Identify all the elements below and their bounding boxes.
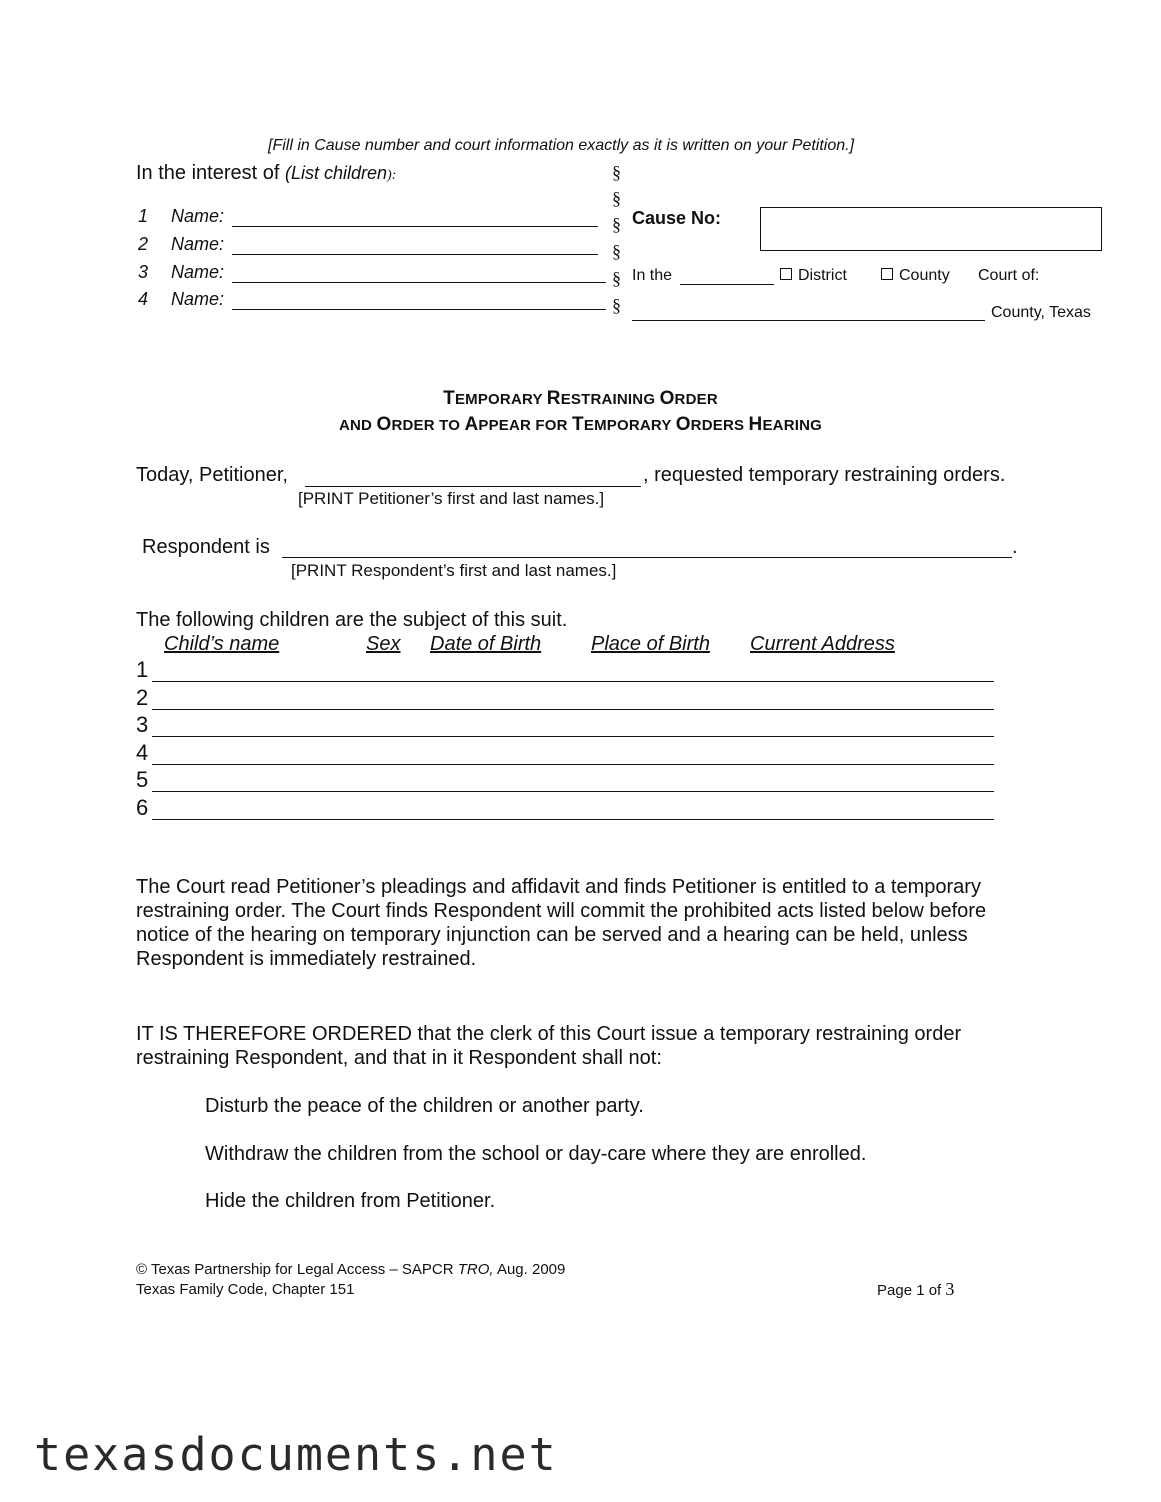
title-segment: A: [464, 414, 479, 435]
child-row-number: 4: [136, 740, 149, 765]
section-symbol: §: [612, 214, 621, 234]
title-segment: O: [376, 414, 392, 435]
petitioner-suffix: , requested temporary restraining orders.: [643, 464, 1006, 486]
respondent-prefix: Respondent is: [142, 536, 270, 558]
title-line-1: [0, 388, 1161, 410]
title-segment: EMPORARY: [583, 417, 676, 434]
respondent-name-input[interactable]: [282, 557, 1012, 558]
row-number: 1: [138, 206, 149, 226]
title-segment: T: [572, 414, 584, 435]
column-header: Current Address: [750, 633, 895, 655]
petitioner-prefix: Today, Petitioner,: [136, 464, 288, 486]
watermark-text: texasdocuments.net: [34, 1428, 558, 1481]
child-row-number: 3: [136, 712, 149, 737]
column-header: Sex: [366, 633, 401, 655]
prohibition-item: Withdraw the children from the school or day-care where they are enrolled.: [205, 1143, 867, 1165]
interest-prefix: In the interest of: [136, 162, 285, 184]
section-symbol: §: [612, 295, 621, 315]
title-segment: T: [443, 388, 455, 409]
order-paragraph: IT IS THEREFORE ORDERED that the clerk of this Court issue a temporary restraining order restraining Respondent, and that in it Respondent shall not:: [136, 1023, 962, 1069]
children-intro: The following children are the subject of this suit.: [136, 609, 568, 631]
title-segment: EARING: [762, 417, 823, 434]
name-label: Name:: [171, 289, 225, 309]
title-segment: ESTRAINING: [560, 391, 660, 408]
child-name-row-2: [138, 234, 225, 255]
title-segment: O: [675, 414, 691, 435]
copyright-text: © Texas Partnership for Legal Access – SAPCR: [136, 1261, 458, 1278]
respondent-suffix: .: [1012, 536, 1018, 558]
child-name-input-3[interactable]: [232, 282, 606, 283]
title-segment: RDER TO: [391, 417, 465, 434]
section-symbol: §: [612, 162, 621, 182]
title-segment: AND: [338, 417, 377, 434]
interest-suffix: ):: [387, 168, 397, 183]
child-name-input-1[interactable]: [232, 226, 598, 227]
child-name-row-1: [138, 206, 225, 227]
child-row-number: 1: [136, 657, 149, 682]
district-label: District: [798, 267, 847, 284]
respondent-hint: [PRINT Respondent’s first and last names.]: [291, 561, 617, 580]
prohibition-item: Disturb the peace of the children or another party.: [205, 1095, 644, 1117]
copyright-date: Aug. 2009: [493, 1261, 566, 1278]
interest-label: [136, 162, 396, 185]
child-row-input[interactable]: [152, 764, 994, 765]
title-segment: O: [659, 388, 675, 409]
title-segment: H: [748, 414, 763, 435]
row-number: 3: [138, 262, 149, 282]
child-row-number: 5: [136, 767, 149, 792]
interest-italic: (List children: [284, 163, 388, 183]
footer-copyright: [136, 1261, 565, 1278]
copyright-tro: TRO,: [457, 1261, 494, 1278]
child-name-row-3: [138, 262, 225, 283]
court-number-input[interactable]: [680, 284, 774, 285]
footer-code: Texas Family Code, Chapter 151: [136, 1281, 355, 1298]
district-checkbox[interactable]: [780, 268, 792, 280]
child-name-row-4: [138, 289, 225, 310]
section-symbol: §: [612, 188, 621, 208]
name-label: Name:: [171, 234, 225, 254]
name-label: Name:: [171, 262, 225, 282]
page-total: 3: [945, 1279, 955, 1299]
cause-label: Cause No:: [632, 208, 722, 228]
column-header: Place of Birth: [591, 633, 710, 655]
title-segment: EMPORARY: [454, 391, 547, 408]
row-number: 4: [138, 289, 149, 309]
section-symbol: §: [612, 268, 621, 288]
court-finding-paragraph: The Court read Petitioner’s pleadings and affidavit and finds Petitioner is entitled to a temporary restraining order. The Court finds Respondent will commit the prohibited acts listed below before notice of the hearing on temporary injunction can be served and a hearing can be held, unless Respondent is immediately restrained.: [136, 876, 987, 970]
child-row-number: 2: [136, 685, 149, 710]
page-number: [877, 1279, 954, 1300]
child-row-input[interactable]: [152, 791, 994, 792]
petitioner-name-input[interactable]: [305, 486, 641, 487]
cause-number-input[interactable]: [760, 207, 1102, 251]
child-row-input[interactable]: [152, 736, 994, 737]
county-texas-label: County, Texas: [991, 304, 1091, 321]
court-of-label: Court of:: [978, 267, 1040, 284]
child-row-number: 6: [136, 795, 149, 820]
child-name-input-4[interactable]: [232, 309, 606, 310]
child-row-input[interactable]: [152, 709, 994, 710]
column-header: Child’s name: [164, 633, 280, 655]
in-the-label: In the: [632, 267, 673, 284]
instruction-text: [Fill in Cause number and court information exactly as it is written on your Petition.]: [268, 137, 855, 154]
section-symbol: §: [612, 241, 621, 261]
title-segment: R: [546, 388, 561, 409]
county-option[interactable]: [881, 267, 950, 285]
title-segment: PPEAR FOR: [478, 417, 573, 434]
page-prefix: Page 1 of: [877, 1282, 946, 1299]
child-name-input-2[interactable]: [232, 254, 598, 255]
name-label: Name:: [171, 206, 225, 226]
column-header: Date of Birth: [430, 633, 542, 655]
county-checkbox[interactable]: [881, 268, 893, 280]
prohibition-item: Hide the children from Petitioner.: [205, 1190, 496, 1212]
title-segment: RDER: [674, 391, 718, 408]
county-label: County: [899, 267, 950, 284]
county-name-input[interactable]: [632, 320, 985, 321]
title-segment: RDERS: [690, 417, 749, 434]
petitioner-hint: [PRINT Petitioner’s first and last names.]: [298, 489, 605, 508]
row-number: 2: [138, 234, 149, 254]
child-row-input[interactable]: [152, 681, 994, 682]
title-line-2: [0, 414, 1161, 436]
district-option[interactable]: [780, 267, 847, 285]
child-row-input[interactable]: [152, 819, 994, 820]
